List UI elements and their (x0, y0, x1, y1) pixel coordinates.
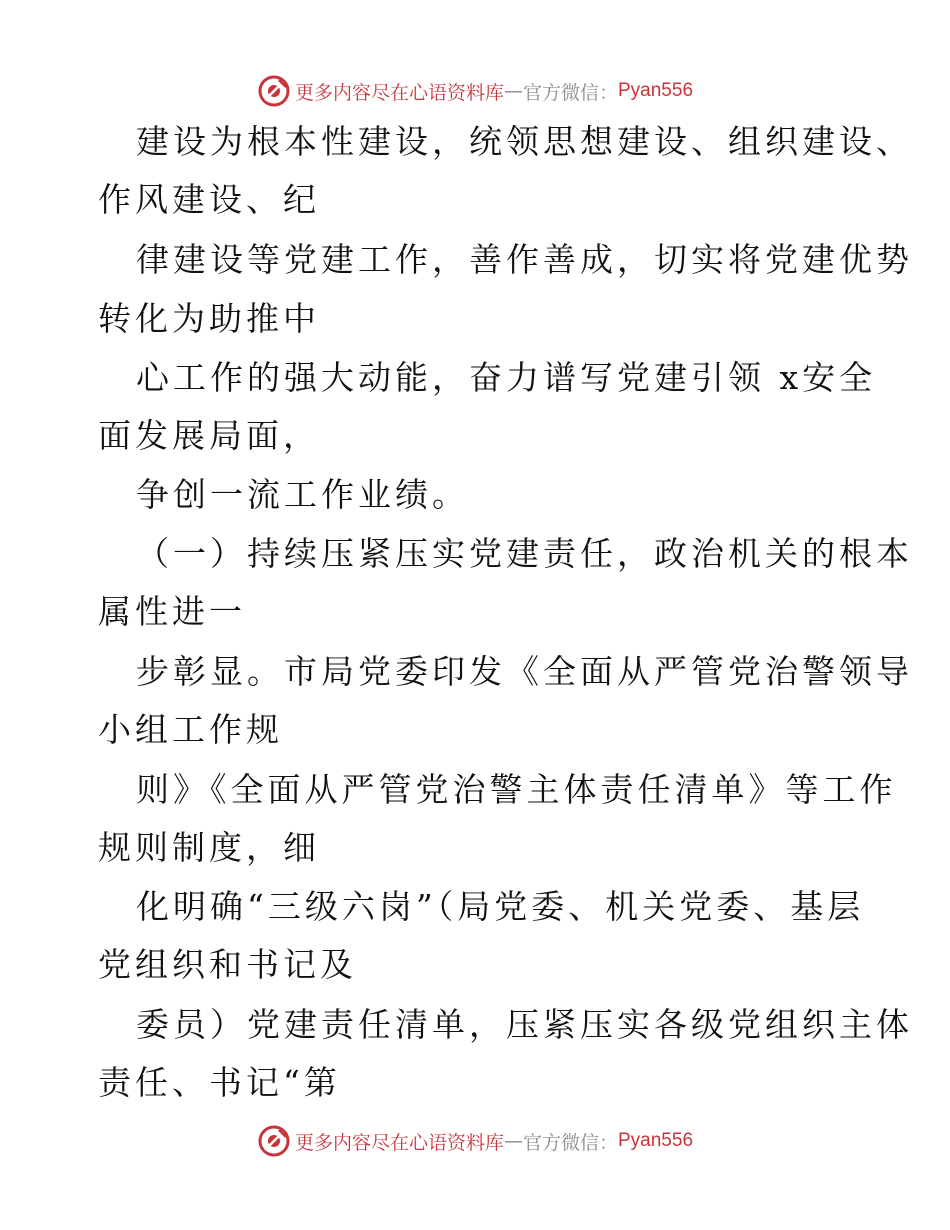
brand-logo-icon (257, 74, 291, 108)
watermark-brand: 更多内容尽在心语资料库 (294, 81, 504, 104)
brand-logo-icon (257, 1124, 291, 1158)
watermark-brand: 更多内容尽在心语资料库 (294, 1131, 504, 1154)
watermark-wechat-label: 官方微信： (522, 81, 618, 104)
watermark-dash: — (503, 1130, 523, 1152)
watermark-wechat-id: Pyan556 (618, 80, 694, 101)
body-line: 心工作的强大动能，奋力谱写党建引领 x安全 (136, 358, 877, 397)
body-line: 转化为助推中 (98, 299, 320, 338)
body-line: 化明确“三级六岗”（局党委、机关党委、基层 (136, 887, 865, 926)
body-line: 步彰显。市局党委印发《全面从严管党治警领导 (136, 652, 913, 691)
body-line: 党组织和书记及 (98, 945, 357, 984)
watermark-dash: — (503, 80, 523, 102)
body-line: 小组工作规 (98, 710, 283, 749)
body-line: 规则制度，细 (98, 828, 320, 867)
body-line: 责任、书记“第 (98, 1063, 341, 1102)
body-line: 委员）党建责任清单，压紧压实各级党组织主体 (136, 1005, 913, 1044)
watermark-header (0, 74, 950, 108)
body-line: 争创一流工作业绩。 (136, 475, 469, 514)
body-line: 面发展局面， (98, 416, 320, 455)
watermark-wechat-label: 官方微信： (522, 1131, 618, 1154)
body-line: 属性进一 (98, 592, 246, 631)
watermark-footer (0, 1124, 950, 1158)
body-line: 则》《全面从严管党治警主体责任清单》等工作 (136, 770, 897, 809)
body-line: 建设为根本性建设，统领思想建设、组织建设、 (136, 122, 913, 161)
body-line: （一）持续压紧压实党建责任，政治机关的根本 (136, 534, 913, 573)
watermark-wechat-id: Pyan556 (618, 1130, 694, 1151)
body-line: 作风建设、纪 (98, 180, 320, 219)
body-line: 律建设等党建工作，善作善成，切实将党建优势 (136, 240, 913, 279)
